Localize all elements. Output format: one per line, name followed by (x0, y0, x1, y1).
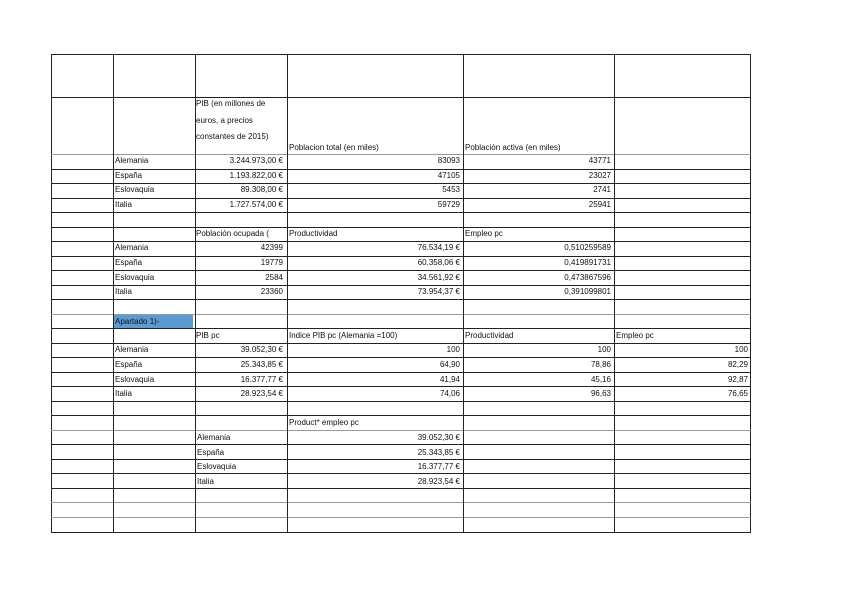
header-poblacion-total[interactable]: Poblacion total (en miles) (289, 143, 379, 152)
gridline-row (51, 299, 751, 300)
gridline-col (614, 54, 615, 533)
s1-country-cell[interactable]: Eslovaquia (115, 185, 155, 194)
s3-country-cell[interactable]: España (115, 360, 143, 369)
header-poblacion-activa[interactable]: Población activa (en miles) (465, 143, 561, 152)
s2-country-cell[interactable]: Italia (115, 287, 132, 296)
gridline-row (51, 372, 751, 373)
s3-pib-pc-cell[interactable]: 39.052,30 € (240, 345, 283, 354)
gridline-row (51, 488, 751, 489)
s4-country-cell[interactable]: Eslovaquia (197, 462, 237, 471)
s2-country-cell[interactable]: Alemania (115, 243, 149, 252)
header-empleo-pc[interactable]: Empleo pc (465, 229, 503, 238)
header-empleo-pc-index[interactable]: Empleo pc (616, 331, 654, 340)
s4-country-cell[interactable]: Alemania (197, 433, 231, 442)
s2-pob-ocupada-cell[interactable]: 42399 (260, 243, 283, 252)
gridline-row (51, 430, 751, 431)
s3-productividad-cell[interactable]: 96,63 (590, 389, 611, 398)
s3-pib-pc-cell[interactable]: 28.923,54 € (240, 389, 283, 398)
s2-empleo-pc-cell[interactable]: 0,510259589 (564, 243, 611, 252)
s2-pob-ocupada-cell[interactable]: 19779 (260, 258, 283, 267)
s3-empleo-pc-cell[interactable]: 82,29 (727, 360, 748, 369)
s2-productividad-cell[interactable]: 34.561,92 € (417, 272, 460, 282)
header-indice-pib-pc[interactable]: Indice PIB pc (Alemania =100) (289, 331, 398, 340)
s3-empleo-pc-cell[interactable]: 76,65 (727, 389, 748, 398)
s1-pob-activa-cell[interactable]: 2741 (593, 185, 611, 194)
s2-country-cell[interactable]: Eslovaquia (115, 272, 155, 282)
gridline-row (51, 343, 751, 344)
s3-country-cell[interactable]: Eslovaquia (115, 374, 155, 384)
apartado-label-cell[interactable]: Apartado 1)- (113, 315, 193, 329)
gridline-col (287, 54, 288, 533)
gridline-row (51, 183, 751, 184)
s1-pob-total-cell[interactable]: 47105 (437, 170, 460, 180)
s1-pob-total-cell[interactable]: 59729 (437, 199, 460, 209)
s4-value-cell[interactable]: 16.377,77 € (417, 462, 460, 471)
s1-pob-activa-cell[interactable]: 43771 (588, 156, 611, 165)
s1-pob-total-cell[interactable]: 5453 (442, 185, 460, 194)
gridline-row (51, 285, 751, 286)
s2-productividad-cell[interactable]: 76.534,19 € (417, 243, 460, 252)
s2-pob-ocupada-cell[interactable]: 23360 (260, 287, 283, 296)
s2-country-cell[interactable]: España (115, 258, 143, 267)
s2-pob-ocupada-cell[interactable]: 2584 (265, 272, 283, 282)
gridline-row (51, 415, 751, 416)
gridline-row (51, 227, 751, 228)
gridline-row (51, 444, 751, 445)
s3-indice-cell[interactable]: 74,06 (439, 389, 460, 398)
gridline-col (463, 54, 464, 533)
gridline-row (51, 154, 751, 155)
s3-productividad-cell[interactable]: 100 (597, 345, 611, 354)
gridline-col (113, 54, 114, 533)
header-productividad[interactable]: Productividad (289, 229, 338, 238)
gridline-row (51, 401, 751, 402)
s4-country-cell[interactable]: España (197, 447, 225, 457)
s3-pib-pc-cell[interactable]: 25.343,85 € (240, 360, 283, 369)
gridline-row (51, 241, 751, 242)
gridline-row (51, 97, 751, 98)
s3-pib-pc-cell[interactable]: 16.377,77 € (240, 374, 283, 384)
s3-empleo-pc-cell[interactable]: 100 (734, 345, 748, 354)
gridline-row (51, 212, 751, 213)
s3-indice-cell[interactable]: 64,90 (439, 360, 460, 369)
s3-empleo-pc-cell[interactable]: 92,87 (727, 374, 748, 384)
header-pib-pc[interactable]: PIB pc (196, 331, 220, 340)
s2-empleo-pc-cell[interactable]: 0,473867596 (564, 272, 611, 282)
s1-pib-cell[interactable]: 3.244.973,00 € (229, 156, 283, 165)
s1-pob-activa-cell[interactable]: 25941 (588, 199, 611, 209)
s3-country-cell[interactable]: Alemania (115, 345, 149, 354)
s3-indice-cell[interactable]: 100 (446, 345, 460, 354)
gridline-row (51, 502, 751, 503)
s4-country-cell[interactable]: Italia (197, 476, 214, 486)
s2-productividad-cell[interactable]: 73.954,37 € (417, 287, 460, 296)
gridline-col (195, 54, 196, 533)
s1-pib-cell[interactable]: 1.727.574,00 € (229, 199, 283, 209)
s1-pib-cell[interactable]: 1.193.822,00 € (229, 170, 283, 180)
gridline-row (51, 386, 751, 387)
gridline-row (51, 314, 751, 315)
s1-pob-total-cell[interactable]: 83093 (437, 156, 460, 165)
header-poblacion-ocupada[interactable]: Población ocupada ( (196, 229, 269, 238)
header-productividad-index[interactable]: Productividad (465, 331, 514, 340)
s4-value-cell[interactable]: 39.052,30 € (417, 433, 460, 442)
s1-pib-cell[interactable]: 89.308,00 € (240, 185, 283, 194)
gridline-row (51, 473, 751, 474)
s2-productividad-cell[interactable]: 60.358,06 € (417, 258, 460, 267)
header-pib[interactable]: PIB (en millones de euros, a precios constantes de 2015) (196, 99, 269, 141)
s3-country-cell[interactable]: Italia (115, 389, 132, 398)
s4-value-cell[interactable]: 25.343,85 € (417, 447, 460, 457)
header-product-empleo-pc[interactable]: Product* empleo pc (289, 418, 359, 427)
gridline-row (51, 517, 751, 518)
s2-empleo-pc-cell[interactable]: 0,391099801 (564, 287, 611, 296)
s3-indice-cell[interactable]: 41,94 (439, 374, 460, 384)
s4-value-cell[interactable]: 28.923,54 € (417, 476, 460, 486)
s3-productividad-cell[interactable]: 78,86 (590, 360, 611, 369)
gridline-row (51, 256, 751, 257)
s3-productividad-cell[interactable]: 45,16 (590, 374, 611, 384)
s1-country-cell[interactable]: España (115, 170, 143, 180)
s2-empleo-pc-cell[interactable]: 0,419891731 (564, 258, 611, 267)
gridline-row (51, 357, 751, 358)
gridline-row (51, 328, 751, 329)
gridline-row (51, 198, 751, 199)
s1-country-cell[interactable]: Alemania (115, 156, 149, 165)
gridline-row (51, 169, 751, 170)
s1-pob-activa-cell[interactable]: 23027 (588, 170, 611, 180)
s1-country-cell[interactable]: Italia (115, 199, 132, 209)
gridline-row (51, 459, 751, 460)
gridline-row (51, 270, 751, 271)
